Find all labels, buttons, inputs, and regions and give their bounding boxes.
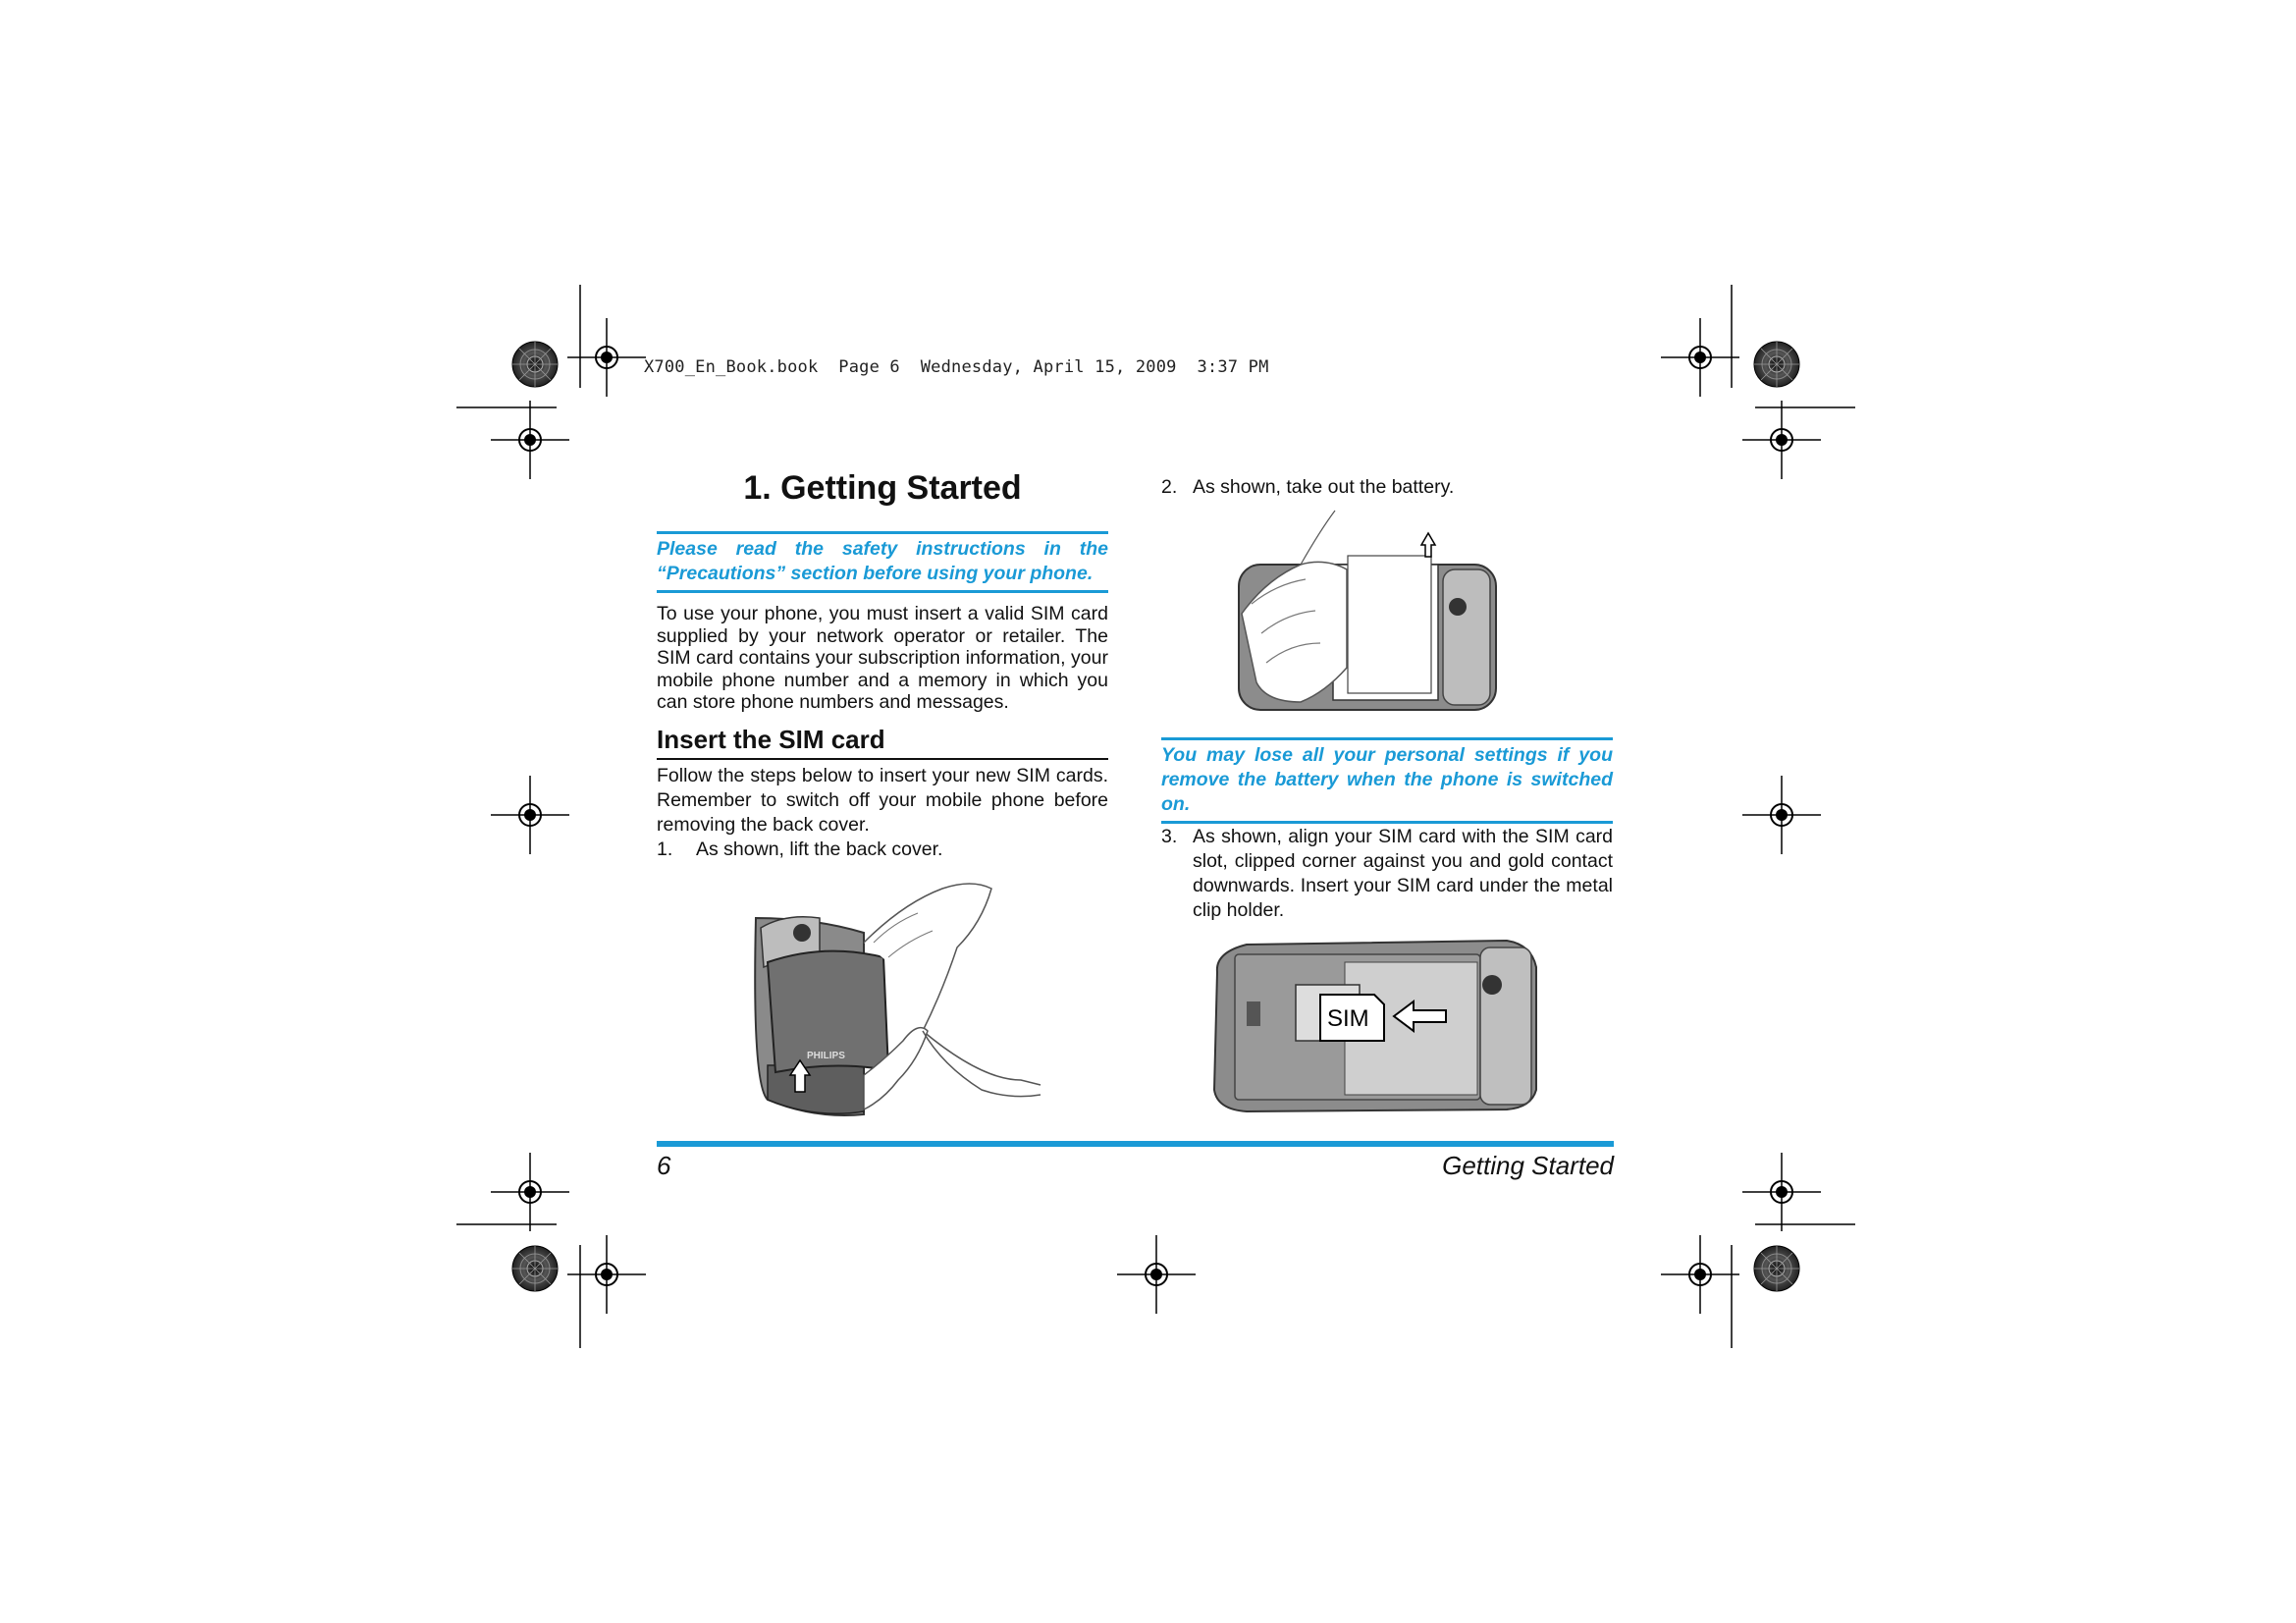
section-intro: Follow the steps below to insert your new SIM cards. Remember to switch off your mobile phone before removing the back cover. [657, 765, 1108, 836]
color-target-icon [1754, 342, 1799, 387]
registration-mark-icon [1742, 1153, 1821, 1231]
registration-mark-icon [567, 1235, 646, 1314]
battery-warning [1161, 737, 1613, 824]
footer-rule [657, 1141, 1614, 1147]
registration-mark-icon [1117, 1235, 1196, 1314]
battery-warning-text: You may lose all your personal settings if you remove the battery when the phone is switched on. [1161, 744, 1613, 815]
intro-paragraph: To use your phone, you must insert a valid SIM card supplied by your network operator or retailer. The SIM card contains your subscription information, your mobile phone number and a memory in which you can store phone numbers and messages. [657, 603, 1108, 713]
safety-note-text: Please read the safety instructions in the “Precautions” section before using your phone. [657, 538, 1108, 584]
registration-mark-icon [567, 318, 646, 397]
step-text: As shown, take out the battery. [1193, 476, 1455, 498]
step-2 [1161, 475, 1613, 500]
registration-mark-icon [1661, 318, 1739, 397]
step-1 [657, 838, 1108, 862]
registration-mark-icon [1661, 1235, 1739, 1314]
registration-mark-icon [491, 401, 569, 479]
registration-mark-icon [1742, 401, 1821, 479]
step-3 [1161, 825, 1613, 923]
chapter-title: 1. Getting Started [743, 469, 1022, 507]
svg-text:PHILIPS: PHILIPS [807, 1051, 845, 1061]
registration-mark-icon [491, 1153, 569, 1231]
safety-note [657, 531, 1108, 593]
color-target-icon [1754, 1246, 1799, 1291]
footer-section-name: Getting Started [1442, 1151, 1614, 1180]
registration-mark-icon [1742, 776, 1821, 854]
page-number: 6 [657, 1151, 671, 1180]
color-target-icon [512, 342, 558, 387]
print-slug: X700_En_Book.book Page 6 Wednesday, April 15, 2009 3:37 PM [644, 357, 1269, 377]
registration-mark-icon [491, 776, 569, 854]
svg-text:SIM: SIM [1327, 1005, 1369, 1032]
step-number: 3. [1161, 826, 1178, 847]
step-text: As shown, lift the back cover. [696, 839, 943, 860]
insert-sim-illustration [1214, 941, 1536, 1111]
step-text: As shown, align your SIM card with the SIM card slot, clipped corner against you and gold contact downwards. Insert your SIM card under the metal clip holder. [1193, 826, 1613, 921]
remove-battery-illustration [1239, 511, 1496, 710]
lift-back-cover-illustration [755, 884, 1041, 1115]
color-target-icon [512, 1246, 558, 1291]
step-number: 2. [1161, 476, 1178, 498]
step-number: 1. [657, 839, 673, 860]
section-heading: Insert the SIM card [657, 725, 1108, 760]
